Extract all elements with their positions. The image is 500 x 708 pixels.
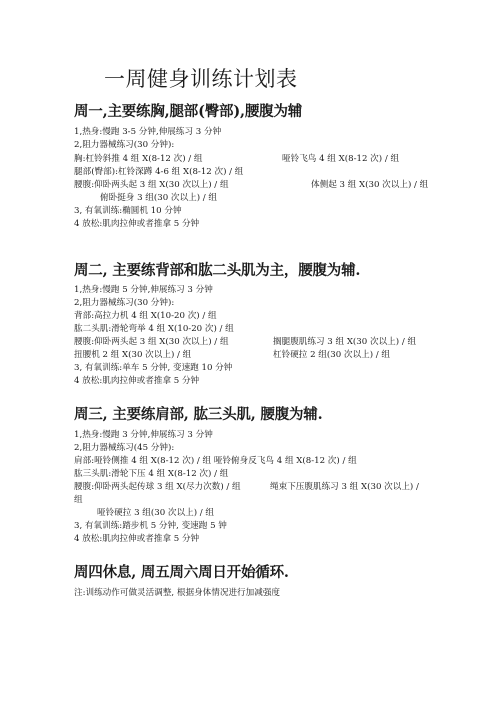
monday-line: 腿部(臀部):杠铃深蹲 4-6 组 X(8-12 次) / 组 [74, 167, 244, 177]
tuesday-line: 腰腹:仰卧两头起 3 组 X(30 次以上) / 组 [74, 337, 229, 347]
wednesday-line: 肱三头肌:滑轮下压 4 组 X(8-12 次) / 组 [74, 469, 229, 479]
monday-line: 1,热身:慢跑 3-5 分钟,伸展练习 3 分钟 [74, 127, 222, 137]
wednesday-line: 4 放松:肌肉拉伸或者推拿 5 分钟 [74, 534, 200, 544]
tuesday-line: 2,阻力器械练习(30 分钟): [74, 298, 175, 308]
thursday-heading: 周四休息, 周五周六周日开始循环. [74, 564, 289, 581]
tuesday-line: 背部:高拉力机 4 组 X(10-20 次) / 组 [74, 311, 217, 321]
tuesday-line: 3, 有氧训练:单车 5 分钟, 变速跑 10 分钟 [74, 363, 233, 373]
tuesday-line: 杠铃硬拉 2 组(30 次以上) / 组 [273, 350, 391, 360]
tuesday-line: 肱二头肌:滑轮弯举 4 组 X(10-20 次) / 组 [74, 324, 234, 334]
wednesday-line: 2,阻力器械练习(45 分钟): [74, 443, 175, 453]
monday-line: 2,阻力器械练习(30 分钟): [74, 140, 175, 150]
monday-line: 胸:杠铃斜推 4 组 X(8-12 次) / 组 [74, 154, 203, 164]
tuesday-line: 扭腰机 2 组 X(30 次以上) / 组 [74, 350, 192, 360]
wednesday-heading: 周三, 主要练肩部, 肱三头肌, 腰腹为辅. [74, 406, 323, 423]
monday-line: 哑铃飞鸟 4 组 X(8-12 次) / 组 [282, 154, 400, 164]
wednesday-line: 腰腹:仰卧两头起传球 3 组 X(尽力次数) / 组 [74, 482, 241, 492]
wednesday-line: 1,热身:慢跑 3 分钟,伸展练习 3 分钟 [74, 430, 213, 440]
monday-line: 腰腹:仰卧两头起 3 组 X(30 次以上) / 组 [74, 180, 229, 190]
document-title: 一周健身训练计划表 [104, 67, 298, 91]
wednesday-line: 哑铃硬拉 3 组(30 次以上) / 组 [97, 508, 215, 518]
tuesday-heading: 周二, 主要练背部和肱二头肌为主，腰腹为辅. [74, 262, 361, 279]
monday-line: 体侧起 3 组 X(30 次以上) / 组 [311, 180, 429, 190]
tuesday-line: 4 放松:肌肉拉伸或者推拿 5 分钟 [74, 376, 200, 386]
tuesday-line: 1,热身:慢跑 5 分钟,伸展练习 3 分钟 [74, 285, 213, 295]
wednesday-line: 肩部:哑铃侧推 4 组 X(8-12 次) / 组 哑铃俯身反飞鸟 4 组 X(8-12 次) / 组 [74, 456, 357, 466]
monday-line: 3, 有氧训练:椭圆机 10 分钟 [74, 206, 182, 216]
monday-line: 4 放松:肌肉拉伸或者推拿 5 分钟 [74, 219, 200, 229]
wednesday-line: 组 [74, 495, 83, 505]
footnote: 注:训练动作可做灵活调整, 根据身体情况进行加减强度 [74, 588, 281, 598]
wednesday-line: 绳束下压腹肌练习 3 组 X(30 次以上) / [270, 482, 419, 492]
monday-heading: 周一,主要练胸,腿部(臀部),腰腹为辅 [74, 103, 303, 120]
tuesday-line: 搁腿腹肌练习 3 组 X(30 次以上) / 组 [273, 337, 417, 347]
wednesday-line: 3, 有氧训练:踏步机 5 分钟, 变速跑 5 钟 [74, 521, 227, 531]
monday-line: 俯卧挺身 3 组(30 次以上) / 组 [100, 193, 218, 203]
